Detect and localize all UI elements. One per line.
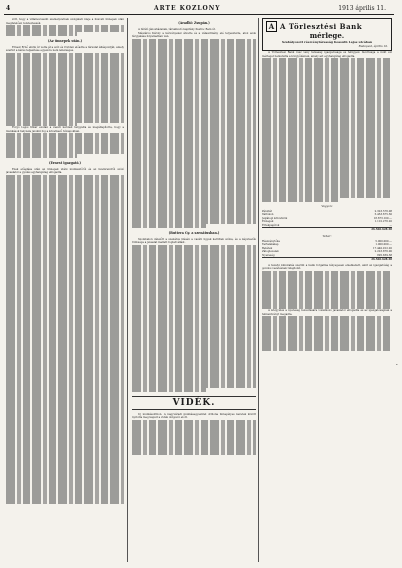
article-lead: Uj munkásotthon. A nagyváradi munkásegyesület otthona ünnepélyes keretek között nyitotta meg kapuit a vidék dolgozói előtt. [132,412,256,419]
liabilities-table [262,240,392,262]
bank-advertisement [262,18,392,51]
article-paragraph: Mészáros Károly a kérvényeket átvette és a választmány elé terjesztette, ahol azok tárgyalása folyamatban van. [132,31,256,38]
column-2 [132,18,256,562]
column-rule [258,18,259,562]
section-heading-videk: VIDÉK. [132,396,256,410]
article-lead: zött, hogy a villamosvasúti személyzetnek szolgálati ideje a húsvéti ünnepek után megfelelően rendeztessék. [6,18,124,25]
row-value: 5.453.675.30 [374,213,392,216]
row-value: 895.839.38 [377,253,392,257]
row-value: 17.440.912.20 [373,246,392,250]
text-line [132,451,256,455]
bank-emblem-icon: A [266,21,277,32]
table-total-row [262,258,392,262]
bank-tagline: Szabályozott részvénytársaság Kossuth Lajos utcában [281,40,373,44]
row-value: 2.223.876.00 [374,250,392,253]
article-paragraph: A Törlesztési Bank rész vény társaság igazgatósága és felügyelő bizottsága a múlt évi mérleget bemutatta a közgyűlésnek, amely azt egyhangúlag elfogadta. [262,51,392,58]
column-rule [127,18,128,562]
text-line [6,154,77,158]
section-heading: (Buttera Gy. a szenátusban.) [168,230,220,235]
row-label [262,258,322,262]
row-label: Részvénytőke [262,239,281,243]
article-paragraph: Ezek előadása után az ünnepek utáni munkaidőről és az üzemrendről szóló javaslatot a gyűlés egyhangúlag elfogadta. [6,167,124,174]
row-value: 1.000.000.— [375,243,392,246]
row-value: — [389,223,392,227]
row-label: Váltókon [262,213,274,216]
assets-heading: Vagyon: [321,203,333,208]
row-value: 26.560.628.38 [333,228,392,232]
article-paragraph: Ernest Ernő elnök úr vette át a szót és röviden előadta a társulat álláspontját, amely szerint a kérés teljesítése egyelőre nem lehetséges. [6,45,124,52]
liabilities-heading: Teher: [322,233,332,238]
row-label: Záloglevelek [262,250,279,253]
row-value: 26.560.628.38 [322,258,392,262]
row-label: Előlegek [262,220,274,223]
text-line [262,306,392,310]
margin-mark: · [396,362,398,368]
column-1 [6,18,124,562]
masthead [4,4,394,15]
section-heading: (Az ünnepek után.) [47,38,83,43]
text-line [132,388,206,392]
dateline: Budapest, április 10. [358,44,388,48]
row-label: Betétek [262,246,273,250]
row-label: Értékpapírok [262,223,280,227]
issue-date: 1913 április 11. [338,5,386,12]
bank-subtitle: mérlege. [309,31,345,40]
text-line [6,32,77,36]
page-number: 4 [6,5,11,12]
section-heading: (Aradhi: Zsupán.) [178,21,210,25]
row-value: 18.673.100.— [373,216,392,220]
column-3 [262,18,392,562]
row-label: Tartalékalap [262,243,279,246]
article-lead: A bíráló jánosházanak, társalkodó kapitány Pestre: Bem út. [138,28,216,31]
row-value: 1.110.276.20 [374,220,392,223]
article-paragraph: Forgó Lajos titkár ezután a vasúti kérdést tárgyalta és megállapította, hogy a munkások helyzete javulni fog a következő hónapokban. [6,126,124,133]
text-line [262,198,340,202]
row-value: 5.000.000.— [375,239,392,243]
row-label: Jelzálogi kölcsönök [262,216,288,220]
text-line [132,224,206,228]
article-paragraph: Szombaton délelőtt a szenátus ülésén a vasúti ügyek kerültek szóba, és a képviselők többsége a javaslat mellett foglalt állást. [132,237,256,244]
row-value: 2.323.576.08 [374,209,392,213]
text-line [262,348,392,352]
bank-name: A Törlesztési Bank [280,21,363,31]
text-line [6,123,77,127]
article-paragraph: A tavalyi kimutatás szerint a bank forgalma lényegesen emelkedett, amit az igazgatóság a gondos vezetésnek tulajdonít. [262,263,392,270]
newspaper-title: ARTE KOZLONY [154,5,221,12]
article-paragraph: A közgyűlés a nyereség felosztására vonatkozó javaslatot elfogadta és az igazgatóságnak a felmentvényt megadta. [262,309,392,316]
row-label: Nyereség [262,253,275,257]
row-label: Pénztár [262,209,273,213]
table-total-row [262,228,392,232]
text-line [6,500,124,504]
section-heading: (Ernest igazgató.) [48,160,82,165]
row-label [262,228,333,232]
assets-table [262,210,392,232]
